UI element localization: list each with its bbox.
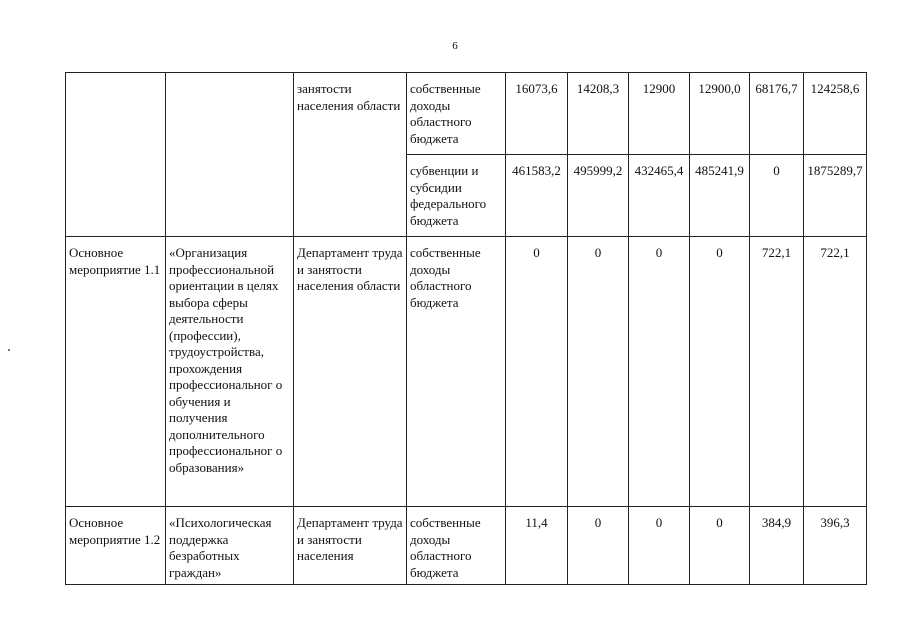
activity-name-cell: «Организация профессиональной ориентации в целях выбора сферы деятельности (профессии), трудоустройства, прохождения профессиональног о обучения и получения дополнительного профессиональног о образования» <box>166 237 294 507</box>
value-cell: 1875289,7 <box>804 155 867 237</box>
value-cell: 0 <box>750 155 804 237</box>
value-cell: 384,9 <box>750 507 804 585</box>
value-cell: 722,1 <box>750 237 804 507</box>
executor-cell: занятости населения области <box>294 73 407 237</box>
value-cell: 0 <box>568 507 629 585</box>
value-cell: 0 <box>629 237 690 507</box>
value-cell: 485241,9 <box>690 155 750 237</box>
activity-cell <box>66 73 166 237</box>
value-cell: 396,3 <box>804 507 867 585</box>
activity-cell: Основное мероприятие 1.1 <box>66 237 166 507</box>
table-row <box>66 237 867 507</box>
executor-cell: Департамент труда и занятости населения <box>294 507 407 585</box>
activity-name-cell: «Психологическая поддержка безработных граждан» <box>166 507 294 585</box>
value-cell: 68176,7 <box>750 73 804 155</box>
activity-name-cell <box>166 73 294 237</box>
page-number: 6 <box>452 40 458 52</box>
value-cell: 0 <box>506 237 568 507</box>
funding-source-cell: субвенции и субсидии федерального бюджета <box>407 155 506 237</box>
margin-dot <box>8 349 10 351</box>
value-cell: 11,4 <box>506 507 568 585</box>
executor-cell: Департамент труда и занятости населения области <box>294 237 407 507</box>
funding-table <box>65 72 867 585</box>
activity-cell: Основное мероприятие 1.2 <box>66 507 166 585</box>
value-cell: 722,1 <box>804 237 867 507</box>
value-cell: 12900 <box>629 73 690 155</box>
value-cell: 16073,6 <box>506 73 568 155</box>
funding-source-cell: собственные доходы областного бюджета <box>407 507 506 585</box>
funding-source-cell: собственные доходы областного бюджета <box>407 73 506 155</box>
value-cell: 0 <box>568 237 629 507</box>
value-cell: 432465,4 <box>629 155 690 237</box>
value-cell: 14208,3 <box>568 73 629 155</box>
table-row <box>66 507 867 585</box>
value-cell: 12900,0 <box>690 73 750 155</box>
value-cell: 0 <box>690 507 750 585</box>
value-cell: 0 <box>690 237 750 507</box>
funding-source-cell: собственные доходы областного бюджета <box>407 237 506 507</box>
value-cell: 495999,2 <box>568 155 629 237</box>
table-row <box>66 73 867 155</box>
value-cell: 461583,2 <box>506 155 568 237</box>
value-cell: 124258,6 <box>804 73 867 155</box>
value-cell: 0 <box>629 507 690 585</box>
